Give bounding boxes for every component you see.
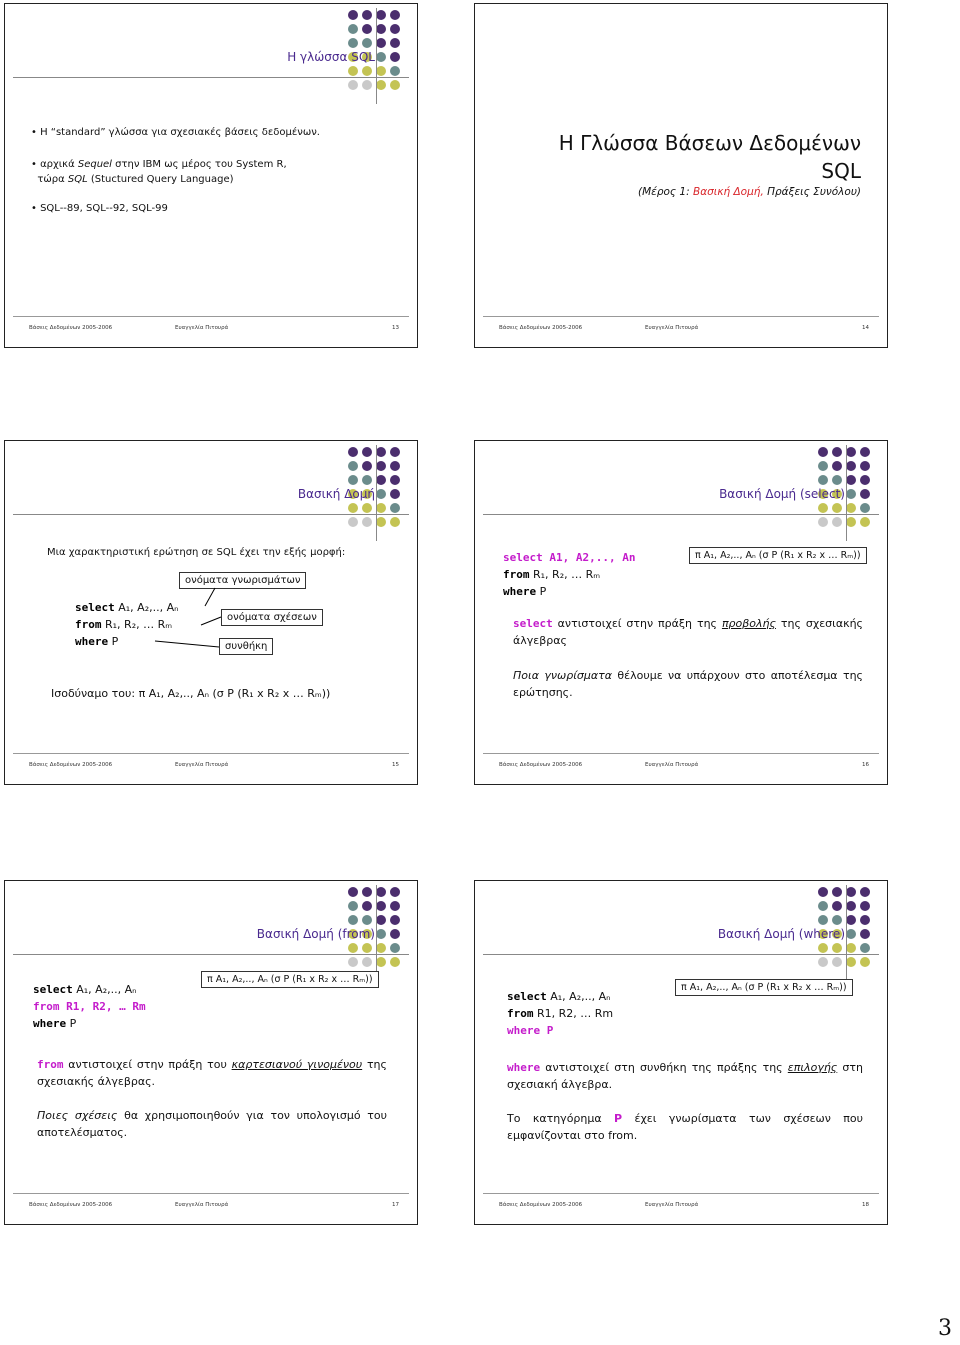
decorative-dot <box>818 503 828 513</box>
decorative-dot <box>376 24 386 34</box>
decorative-dot <box>348 10 358 20</box>
divider <box>846 445 847 541</box>
slide-footer: Βάσεις Δεδομένων 2005-2006 Ευαγγελία Πιτουρά 13 <box>13 316 409 339</box>
decorative-dot <box>832 901 842 911</box>
decorative-dot <box>860 957 870 967</box>
decorative-dot <box>376 52 386 62</box>
decorative-dot <box>348 24 358 34</box>
decorative-dot <box>832 517 842 527</box>
slide-title: Βασική Δομή (from) <box>256 927 375 941</box>
decorative-dot <box>860 489 870 499</box>
decorative-dot <box>860 517 870 527</box>
decorative-dot <box>362 943 372 953</box>
slide-footer: Βάσεις Δεδομένων 2005-2006 Ευαγγελία Πιτουρά 16 <box>483 753 879 776</box>
divider <box>13 954 409 955</box>
decorative-dot <box>818 475 828 485</box>
decorative-dot <box>348 943 358 953</box>
decorative-dot <box>846 957 856 967</box>
decorative-dot <box>376 10 386 20</box>
slide-footer: Βάσεις Δεδομένων 2005-2006 Ευαγγελία Πιτουρά 18 <box>483 1193 879 1216</box>
decorative-dot <box>390 52 400 62</box>
decorative-dot <box>390 24 400 34</box>
decorative-dot <box>362 80 372 90</box>
slide-title: Βασική Δομή <box>297 487 375 501</box>
algebra-expression-box: π A₁, A₂,.., Aₙ (σ P (R₁ x R₂ x … Rₘ)) <box>201 971 379 988</box>
explanation-1: from αντιστοιχεί στην πράξη του καρτεσιανού γινομένου της σχεσιακής άλγεβρας. <box>37 1058 387 1088</box>
divider <box>376 885 377 981</box>
decorative-dot <box>390 929 400 939</box>
attributes-label-box: ονόματα γνωρισμάτων <box>179 572 306 589</box>
decorative-dot <box>818 915 828 925</box>
algebra-expression-box: π A₁, A₂,.., Aₙ (σ P (R₁ x R₂ x … Rₘ)) <box>689 547 867 564</box>
decorative-dot <box>376 915 386 925</box>
decorative-dot <box>860 475 870 485</box>
explanation-1: select αντιστοιχεί στην πράξη της προβολής της σχεσιακής άλγεβρας <box>513 617 864 647</box>
decorative-dot <box>860 503 870 513</box>
decorative-dot <box>846 915 856 925</box>
decorative-dot <box>390 915 400 925</box>
slide-footer: Βάσεις Δεδομένων 2005-2006 Ευαγγελία Πιτουρά 14 <box>483 316 879 339</box>
slide-title: Η Γλώσσα Βάσεων Δεδομένων SQL <box>558 131 861 183</box>
decorative-dot <box>846 887 856 897</box>
sql-query: select A₁, A₂,.., Aₙ from R₁, R₂, … Rₘ where P <box>75 601 179 648</box>
decorative-dot <box>362 24 372 34</box>
slide-footer: Βάσεις Δεδομένων 2005-2006 Ευαγγελία Πιτουρά 17 <box>13 1193 409 1216</box>
algebra-expression-box: π A₁, A₂,.., Aₙ (σ P (R₁ x R₂ x … Rₘ)) <box>675 979 853 996</box>
decorative-dot <box>860 447 870 457</box>
decorative-dot <box>348 901 358 911</box>
decorative-dot <box>376 943 386 953</box>
decorative-dot <box>376 80 386 90</box>
decorative-dot <box>846 901 856 911</box>
decorative-dot <box>348 887 358 897</box>
slide-title: Βασική Δομή (where) <box>717 927 845 941</box>
decorative-dot <box>362 915 372 925</box>
decorative-dot <box>832 475 842 485</box>
decorative-dot <box>390 66 400 76</box>
relations-label-box: ονόματα σχέσεων <box>221 609 323 626</box>
decorative-dot <box>362 901 372 911</box>
subtitle: (Μέρος 1: Βασική Δομή, Πράξεις Συνόλου) <box>638 186 861 198</box>
decorative-dot <box>376 38 386 48</box>
slide-footer: Βάσεις Δεδομένων 2005-2006 Ευαγγελία Πιτουρά 15 <box>13 753 409 776</box>
decorative-dot <box>348 80 358 90</box>
decorative-dot <box>348 915 358 925</box>
decorative-dot <box>376 66 386 76</box>
slide-18 <box>474 880 888 1225</box>
decorative-dot <box>390 887 400 897</box>
decorative-dot <box>860 461 870 471</box>
bullet-1: • Η “standard” γλώσσα για σχεσιακές βάσεις δεδομένων. <box>31 127 320 138</box>
decorative-dot <box>818 943 828 953</box>
decorative-dot <box>362 957 372 967</box>
slide-title: Η γλώσσα SQL <box>287 50 375 64</box>
decorative-dot <box>348 66 358 76</box>
decorative-dot <box>362 66 372 76</box>
decorative-dot <box>390 901 400 911</box>
divider <box>483 954 879 955</box>
decorative-dot <box>362 887 372 897</box>
bullet-3: • SQL--89, SQL--92, SQL-99 <box>31 203 168 214</box>
decorative-dot <box>846 447 856 457</box>
decorative-dot <box>390 957 400 967</box>
decorative-dot <box>376 901 386 911</box>
decorative-dot <box>390 943 400 953</box>
slide-16 <box>474 440 888 785</box>
decorative-dot <box>860 929 870 939</box>
decorative-dot <box>390 38 400 48</box>
decorative-dot <box>818 517 828 527</box>
decorative-dot <box>846 943 856 953</box>
slide-title: Βασική Δομή (select) <box>719 487 845 501</box>
sql-query: select A₁, A₂,.., Aₙ from R1, R2, … Rm where P <box>33 983 146 1030</box>
decorative-dot <box>846 461 856 471</box>
slide-14 <box>474 3 888 348</box>
decorative-dot <box>376 929 386 939</box>
explanation-2: Το κατηγόρημα P έχει γνωρίσματα των σχέσεων που εμφανίζονται στο from. <box>507 1112 863 1142</box>
decorative-dot <box>832 915 842 925</box>
decorative-dot <box>818 461 828 471</box>
decorative-dot <box>860 887 870 897</box>
decorative-dot <box>846 503 856 513</box>
annotation-arrows <box>5 441 418 785</box>
explanation-2: Ποια γνωρίσματα θέλουμε να υπάρχουν στο αποτέλεσμα της ερώτησης. <box>513 669 863 699</box>
decorative-dot <box>348 957 358 967</box>
decorative-dot <box>832 887 842 897</box>
bullet-2: • αρχικά Sequel στην IBM ως μέρος του System R, τώρα SQL (Stuctured Query Language) <box>31 159 287 185</box>
explanation-2: Ποιες σχέσεις θα χρησιμοποιηθούν για τον υπολογισμό του αποτελέσματος. <box>37 1109 387 1139</box>
decorative-dot <box>846 929 856 939</box>
decorative-dot <box>846 489 856 499</box>
decorative-dot <box>832 503 842 513</box>
divider <box>13 77 409 78</box>
decorative-dot <box>818 901 828 911</box>
decorative-dot <box>860 915 870 925</box>
decorative-dot <box>846 475 856 485</box>
decorative-dot <box>348 38 358 48</box>
divider <box>846 885 847 981</box>
page-number: 3 <box>938 1316 952 1341</box>
divider <box>483 514 879 515</box>
sql-query: select A1, A2,.., An from R₁, R₂, … Rₘ where P <box>503 551 636 598</box>
decorative-dot <box>832 957 842 967</box>
decorative-dot <box>390 80 400 90</box>
decorative-dot <box>832 447 842 457</box>
explanation-1: where αντιστοιχεί στη συνθήκη της πράξης της επιλογής στη σχεσιακή άλγεβρα. <box>507 1061 863 1091</box>
equivalence-text: Ισοδύναμο του: π A₁, A₂,.., Aₙ (σ P (R₁ x R₂ x … Rₘ)) <box>51 687 331 700</box>
slide-17 <box>4 880 418 1225</box>
condition-label-box: συνθήκη <box>219 638 273 655</box>
decorative-dot <box>860 901 870 911</box>
decorative-dot <box>376 887 386 897</box>
decorative-dot <box>362 38 372 48</box>
decorative-dot <box>832 461 842 471</box>
intro-text: Μια χαρακτηριστική ερώτηση σε SQL έχει την εξής μορφή: <box>47 547 346 558</box>
decorative-dot <box>832 943 842 953</box>
decorative-dot <box>362 10 372 20</box>
slide-13 <box>4 3 418 348</box>
sql-query: select A₁, A₂,.., Aₙ from R1, R2, … Rm where P <box>507 990 614 1037</box>
decorative-dot <box>818 447 828 457</box>
decorative-dot <box>376 957 386 967</box>
divider <box>376 8 377 104</box>
decorative-dot <box>818 887 828 897</box>
decorative-dot <box>390 10 400 20</box>
decorative-dot <box>846 517 856 527</box>
decorative-dot <box>818 957 828 967</box>
slide-15 <box>4 440 418 785</box>
decorative-dot <box>860 943 870 953</box>
